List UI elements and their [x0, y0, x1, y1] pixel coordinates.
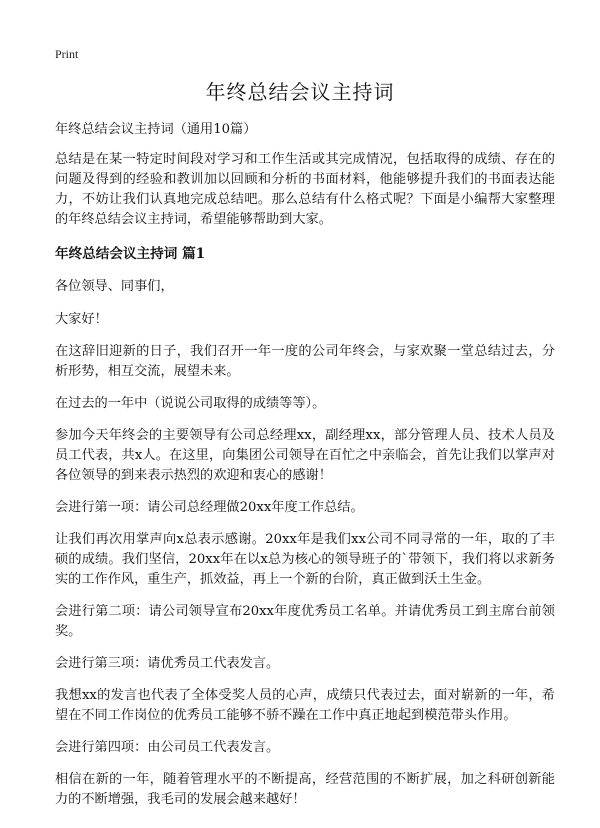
greeting-line: 大家好！ [55, 312, 108, 327]
body-paragraph: 我想xx的发言也代表了全体受奖人员的心声，成绩只代表过去，面对崭新的一年，希望在不同工作岗位的优秀员工能够不骄不躁在工作中真正地起到模范带头作用。 [55, 688, 555, 723]
intro-paragraph: 总结是在某一特定时间段对学习和工作生活或其完成情况，包括取得的成绩、存在的问题及得到的经验和教训加以回顾和分析的书面材料，他能够提升我们的书面表达能力，不妨让我们认真地完成总结吧。那么总结有什么格式呢？下面是小编帮大家整理的年终总结会议主持词，希望能够帮助到大家。 [55, 152, 555, 227]
page-title: 年终总结会议主持词 [205, 80, 395, 104]
body-paragraph: 在这辞旧迎新的日子，我们召开一年一度的公司年终会，与家欢聚一堂总结过去，分析形势，相互交流，展望未来。 [55, 344, 555, 379]
body-paragraph: 参加今天年终会的主要领导有公司总经理xx，副经理xx，部分管理人员、技术人员及员工代表，共x人。在这里，向集团公司领导在百忙之中亲临会，首先让我们以掌声对各位领导的到来表示热烈的欢迎和衷心的感谢！ [55, 428, 555, 483]
agenda-item-1: 会进行第一项：请公司总经理做20xx年度工作总结。 [55, 500, 364, 515]
body-paragraph: 在过去的一年中（说说公司取得的成绩等等）。 [55, 396, 326, 411]
print-link[interactable]: Print [55, 47, 79, 61]
agenda-item-4: 会进行第四项：由公司员工代表发言。 [55, 740, 280, 755]
body-paragraph: 让我们再次用掌声向x总表示感谢。20xx年是我们xx公司不同寻常的一年，取的了丰硕的成绩。我们坚信，20xx年在以x总为核心的领导班子的`带领下，我们将以求新务实的工作作风，重生产，抓效益，再上一个新的台阶，真正做到沃土生金。 [55, 532, 555, 587]
agenda-item-2: 会进行第二项：请公司领导宣布20xx年度优秀员工名单。并请优秀员工到主席台前领奖。 [55, 604, 555, 639]
body-paragraph: 相信在新的一年，随着管理水平的不断提高，经营范围的不断扩展，加之科研创新能力的不断增强，我毛司的发展会越来越好！ [55, 772, 555, 807]
salutation-line: 各位领导、同事们， [55, 279, 174, 294]
section-heading: 年终总结会议主持词 篇1 [55, 246, 206, 262]
document-body [55, 120, 555, 810]
agenda-item-3: 会进行第三项：请优秀员工代表发言。 [55, 656, 280, 671]
subtitle-line: 年终总结会议主持词（通用10篇） [55, 122, 257, 137]
